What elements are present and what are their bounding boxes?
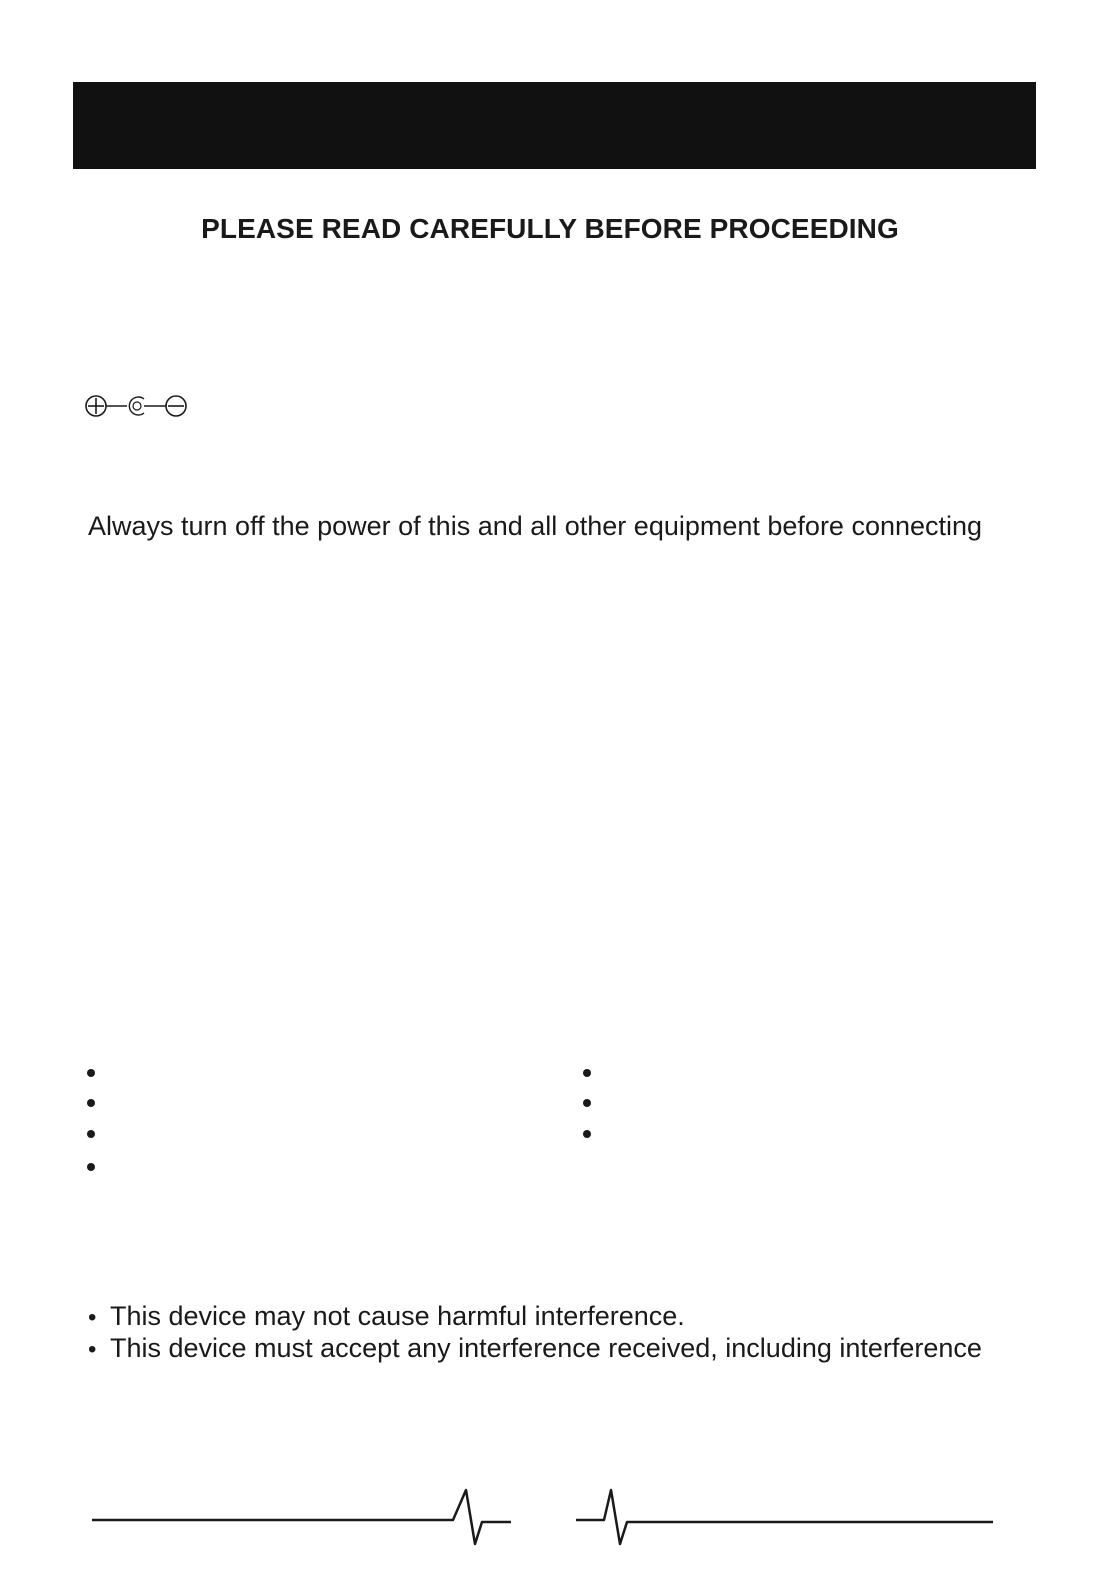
header-bar: [73, 82, 1036, 169]
bullet-dot: [87, 1163, 95, 1171]
power-warning: Always turn off the power of this and all other equipment before connecting: [88, 511, 983, 541]
bullet-dot: [583, 1069, 591, 1077]
bullet-dot: [583, 1099, 591, 1107]
fcc-condition-item: • This device may not cause harmful interference.: [88, 1301, 685, 1331]
bullet-dot: [87, 1069, 95, 1077]
fcc-condition-item: • This device must accept any interference received, including interference: [88, 1333, 982, 1363]
page-heading: PLEASE READ CAREFULLY BEFORE PROCEEDING: [201, 213, 899, 244]
bullet-dot: [87, 1130, 95, 1138]
bullet-dot: [583, 1130, 591, 1138]
pulse-line-decoration: [0, 1470, 1119, 1570]
bullet-dot: [87, 1099, 95, 1107]
fcc-condition-text: This device may not cause harmful interference.: [110, 1301, 685, 1331]
fcc-condition-text: This device must accept any interference received, including interference: [110, 1333, 982, 1363]
polarity-icon: [82, 392, 192, 420]
